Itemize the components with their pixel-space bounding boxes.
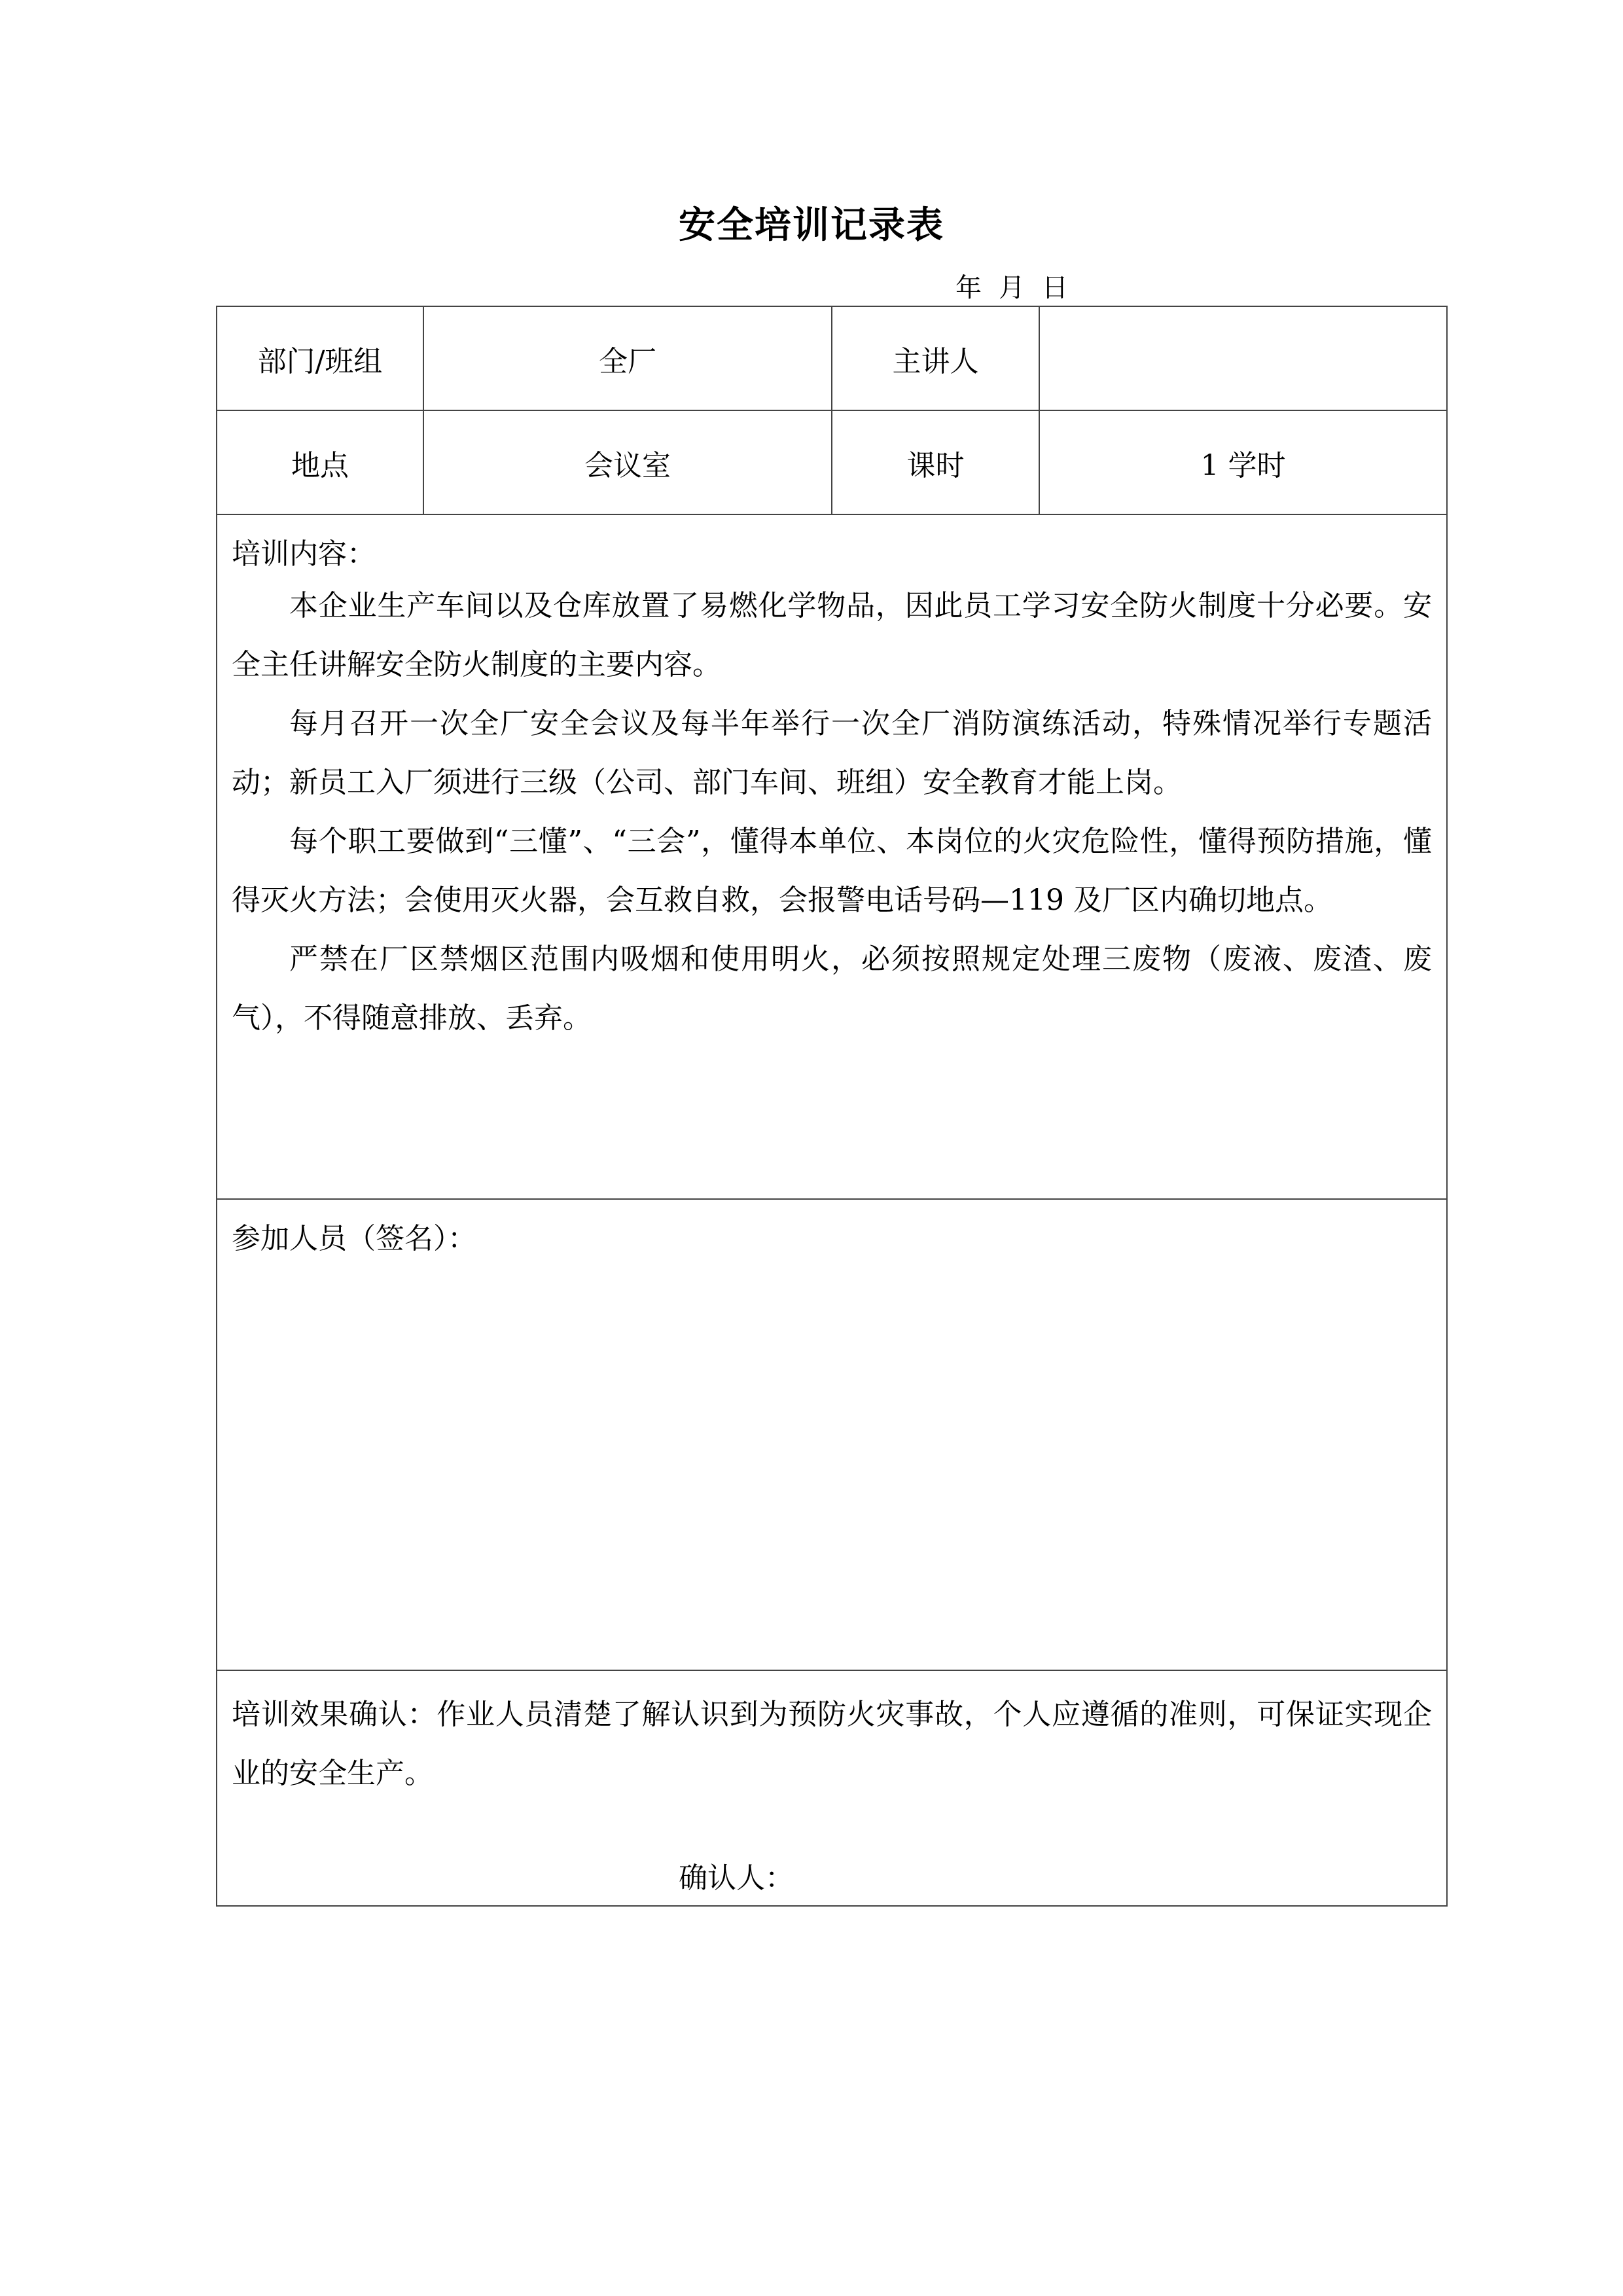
hours-value: 1 学时 bbox=[1039, 410, 1447, 514]
training-record-table bbox=[216, 306, 1448, 1907]
document-title: 安全培训记录表 bbox=[679, 204, 944, 247]
department-value: 全厂 bbox=[423, 306, 832, 410]
training-content-cell bbox=[217, 514, 1447, 1199]
table-row-signatures bbox=[217, 1199, 1447, 1670]
date-year-label: 年 bbox=[955, 273, 982, 303]
confirmer-label: 确认人： bbox=[679, 1861, 794, 1895]
training-content-heading: 培训内容： bbox=[232, 537, 376, 571]
lecturer-label: 主讲人 bbox=[832, 306, 1039, 410]
department-label: 部门/班组 bbox=[217, 306, 423, 410]
date-month-label: 月 bbox=[999, 273, 1025, 303]
location-value: 会议室 bbox=[423, 410, 832, 514]
content-paragraph-1: 本企业生产车间以及仓库放置了易燃化学物品，因此员工学习安全防火制度十分必要。安全主任讲解安全防火制度的主要内容。 bbox=[232, 589, 1432, 681]
location-label: 地点 bbox=[217, 410, 423, 514]
content-paragraph-4: 严禁在厂区禁烟区范围内吸烟和使用明火，必须按照规定处理三废物（废液、废渣、废气），不得随意排放、丢弃。 bbox=[232, 942, 1432, 1035]
participants-signature-heading: 参加人员（签名）： bbox=[232, 1222, 476, 1255]
training-effect-cell bbox=[217, 1670, 1447, 1906]
training-effect-text: 培训效果确认：作业人员清楚了解认识到为预防火灾事故，个人应遵循的准则，可保证实现企业的安全生产。 bbox=[232, 1698, 1432, 1790]
content-paragraph-2: 每月召开一次全厂安全会议及每半年举行一次全厂消防演练活动，特殊情况举行专题活动；新员工入厂须进行三级（公司、部门车间、班组）安全教育才能上岗。 bbox=[232, 707, 1432, 799]
date-line bbox=[955, 267, 1085, 304]
table-row-content bbox=[217, 514, 1447, 1199]
lecturer-value bbox=[1039, 306, 1447, 410]
table-row-department bbox=[217, 306, 1447, 410]
date-day-label: 日 bbox=[1042, 273, 1068, 303]
participants-signature-cell bbox=[217, 1199, 1447, 1670]
hours-label: 课时 bbox=[832, 410, 1039, 514]
table-row-location bbox=[217, 410, 1447, 514]
content-paragraph-3: 每个职工要做到“三懂”、“三会”，懂得本单位、本岗位的火灾危险性，懂得预防措施，懂得灭火方法；会使用灭火器，会互救自救，会报警电话号码—119 及厂区内确切地点。 bbox=[232, 825, 1432, 917]
table-row-effect bbox=[217, 1670, 1447, 1906]
